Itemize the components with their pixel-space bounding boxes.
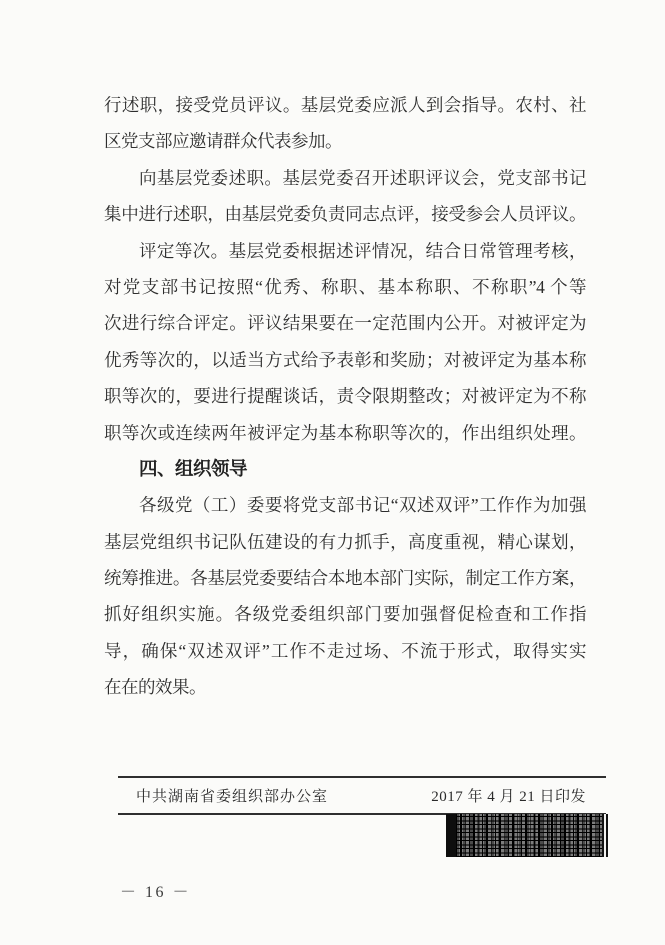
- text-line: 各级党（工）委要将党支部书记“双述双评”工作作为加强: [139, 495, 586, 516]
- section-heading: 四、组织领导: [139, 457, 248, 479]
- text-line: 抓好组织实施。各级党委组织部门要加强督促检查和工作指: [104, 604, 586, 625]
- page-number: － 16 －: [120, 884, 192, 901]
- text-line: 向基层党委述职。基层党委召开述职评议会，党支部书记: [139, 167, 586, 188]
- text-line: 对党支部书记按照“优秀、称职、基本称职、不称职”4 个等: [104, 276, 586, 297]
- text-line: 集中进行述职，由基层党委负责同志点评，接受参会人员评议。: [104, 204, 586, 225]
- text-line: 导，确保“双述双评”工作不走过场、不流于形式，取得实实: [104, 640, 586, 661]
- text-line: 优秀等次的，以适当方式给予表彰和奖励；对被评定为基本称: [104, 349, 586, 370]
- text-line: 次进行综合评定。评议结果要在一定范围内公开。对被评定为: [104, 313, 586, 334]
- text-line: 行述职，接受党员评议。基层党委应派人到会指导。农村、社: [104, 95, 586, 115]
- footer-row: [118, 779, 606, 812]
- text-line: 职等次的，要进行提醒谈话，责令限期整改；对被评定为不称: [104, 386, 586, 407]
- footer-issuer: 中共湖南省委组织部办公室: [136, 789, 329, 805]
- document-body-text: [104, 87, 586, 706]
- footer-rule-top: [118, 776, 606, 778]
- text-line: 评定等次。基层党委根据述评情况，结合日常管理考核，: [139, 240, 586, 261]
- text-line: 职等次或连续两年被评定为基本称职等次的，作出组织处理。: [104, 422, 586, 443]
- text-line: 基层党组织书记队伍建设的有力抓手，高度重视，精心谋划，: [104, 531, 586, 552]
- text-line: 统筹推进。各基层党委要结合本地本部门实际，制定工作方案，: [104, 568, 586, 589]
- text-line: 在在的效果。: [104, 677, 206, 698]
- text-line: 区党支部应邀请群众代表参加。: [104, 131, 342, 152]
- barcode-image: [446, 814, 608, 857]
- footer-print-date: 2017 年 4 月 21 日印发: [431, 789, 586, 805]
